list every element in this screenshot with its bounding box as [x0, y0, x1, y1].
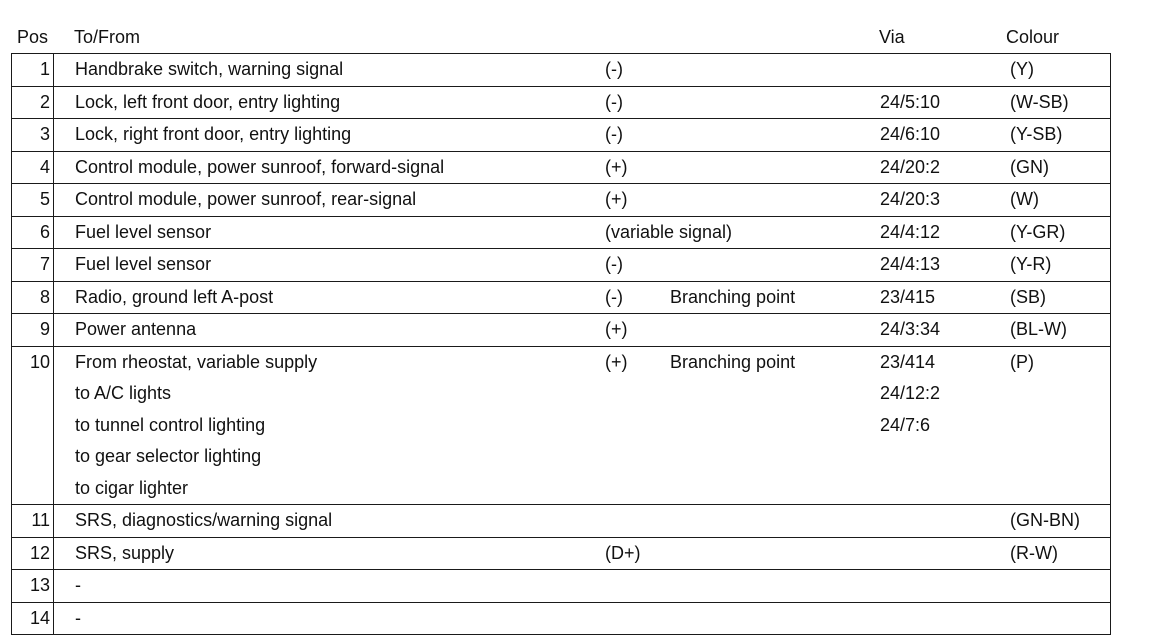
row-line: [12, 505, 1110, 537]
to-from-cell: Lock, left front door, entry lighting: [75, 91, 341, 112]
branch-cell: Branching point: [670, 286, 796, 307]
row-line: [12, 538, 1110, 570]
table-row: [12, 570, 1110, 603]
table-row: [12, 184, 1110, 217]
to-from-cell: From rheostat, variable supply: [75, 351, 318, 372]
row-line: [12, 184, 1110, 216]
table-row: [12, 152, 1110, 185]
via-cell: 24/4:13: [880, 254, 941, 274]
pos-cell: 12: [29, 542, 50, 563]
table-row: [12, 314, 1110, 347]
via-cell: 24/3:34: [880, 319, 941, 339]
row-line: [12, 87, 1110, 119]
pos-cell: 1: [39, 59, 50, 79]
to-from-cell: Handbrake switch, warning signal: [75, 59, 344, 79]
signal-cell: (D+): [605, 542, 641, 563]
to-from-cell: to cigar lighter: [75, 477, 189, 498]
to-from-cell: to gear selector lighting: [75, 446, 262, 466]
to-from-cell: Power antenna: [75, 319, 197, 339]
to-from-cell: to A/C lights: [75, 383, 172, 403]
to-from-cell: SRS, diagnostics/warning signal: [75, 510, 333, 530]
via-cell: 24/20:3: [880, 189, 941, 209]
to-from-cell: SRS, supply: [75, 542, 175, 563]
signal-cell: (+): [605, 189, 628, 209]
row-line: [12, 152, 1110, 184]
header-pos: Pos: [17, 27, 49, 47]
colour-cell: (W): [1010, 189, 1039, 209]
table-row: [12, 54, 1110, 87]
row-line: [12, 570, 1110, 602]
colour-cell: (BL-W): [1010, 319, 1067, 339]
to-from-cell: Radio, ground left A-post: [75, 286, 274, 307]
row-line: [12, 119, 1110, 151]
branch-cell: Branching point: [670, 351, 796, 372]
via-cell: 24/7:6: [880, 414, 931, 435]
pos-cell: 2: [39, 91, 50, 112]
row-line: [12, 378, 1110, 410]
via-cell: 24/12:2: [880, 383, 941, 403]
to-from-cell: Control module, power sunroof, forward-signal: [75, 156, 445, 177]
colour-cell: (P): [1010, 351, 1034, 372]
row-line: [12, 603, 1110, 635]
colour-cell: (R-W): [1010, 542, 1058, 563]
to-from-cell: Control module, power sunroof, rear-signal: [75, 189, 417, 209]
header-via: Via: [879, 27, 905, 47]
colour-cell: (GN): [1010, 156, 1049, 177]
header-to-from: To/From: [74, 27, 141, 47]
signal-cell: (variable signal): [605, 221, 733, 242]
row-line: [12, 410, 1110, 442]
signal-cell: (-): [605, 286, 623, 307]
to-from-cell: Fuel level sensor: [75, 254, 212, 274]
table-row: [12, 87, 1110, 120]
pos-cell: 11: [31, 510, 50, 530]
signal-cell: (+): [605, 319, 628, 339]
colour-cell: (Y-R): [1010, 254, 1052, 274]
signal-cell: (+): [605, 351, 628, 372]
colour-cell: (Y-SB): [1010, 124, 1063, 144]
pos-cell: 7: [39, 254, 50, 274]
row-line: [12, 217, 1110, 249]
table-row: [12, 538, 1110, 571]
row-line: [12, 282, 1110, 314]
to-from-cell: Lock, right front door, entry lighting: [75, 124, 352, 144]
signal-cell: (+): [605, 156, 628, 177]
row-line: [12, 473, 1110, 505]
table-row: [12, 249, 1110, 282]
colour-cell: (Y): [1010, 59, 1034, 79]
row-line: [12, 54, 1110, 86]
pos-cell: 6: [39, 221, 50, 242]
row-line: [12, 314, 1110, 346]
signal-cell: (-): [605, 91, 623, 112]
pos-cell: 5: [39, 189, 50, 209]
table-row: [12, 217, 1110, 250]
colour-cell: (SB): [1010, 286, 1046, 307]
row-line: [12, 347, 1110, 379]
row-line: [12, 441, 1110, 473]
signal-cell: (-): [605, 254, 623, 274]
via-cell: 24/5:10: [880, 91, 941, 112]
colour-cell: (W-SB): [1010, 91, 1069, 112]
via-cell: 23/414: [880, 351, 936, 372]
row-line: [12, 249, 1110, 281]
via-cell: 23/415: [880, 286, 936, 307]
via-cell: 24/4:12: [880, 221, 941, 242]
to-from-cell: Fuel level sensor: [75, 221, 212, 242]
table-row: [12, 282, 1110, 315]
pos-cell: 8: [39, 286, 50, 307]
to-from-cell: -: [75, 607, 81, 628]
signal-cell: (-): [605, 124, 623, 144]
table-row: [12, 347, 1110, 506]
via-cell: 24/6:10: [880, 124, 941, 144]
colour-cell: (Y-GR): [1010, 221, 1066, 242]
pos-cell: 14: [29, 607, 50, 628]
pos-cell: 13: [29, 575, 50, 595]
to-from-cell: to tunnel control lighting: [75, 414, 266, 435]
pos-cell: 9: [39, 319, 50, 339]
to-from-cell: -: [75, 575, 81, 595]
header-colour: Colour: [1006, 27, 1060, 47]
table-row: [12, 119, 1110, 152]
signal-cell: (-): [605, 59, 623, 79]
pos-cell: 3: [39, 124, 50, 144]
table-row: [12, 603, 1110, 635]
pos-cell: 4: [39, 156, 50, 177]
table-row: [12, 505, 1110, 538]
wiring-table: [11, 53, 1111, 635]
pos-cell: 10: [29, 351, 50, 372]
colour-cell: (GN-BN): [1010, 510, 1080, 530]
via-cell: 24/20:2: [880, 156, 941, 177]
